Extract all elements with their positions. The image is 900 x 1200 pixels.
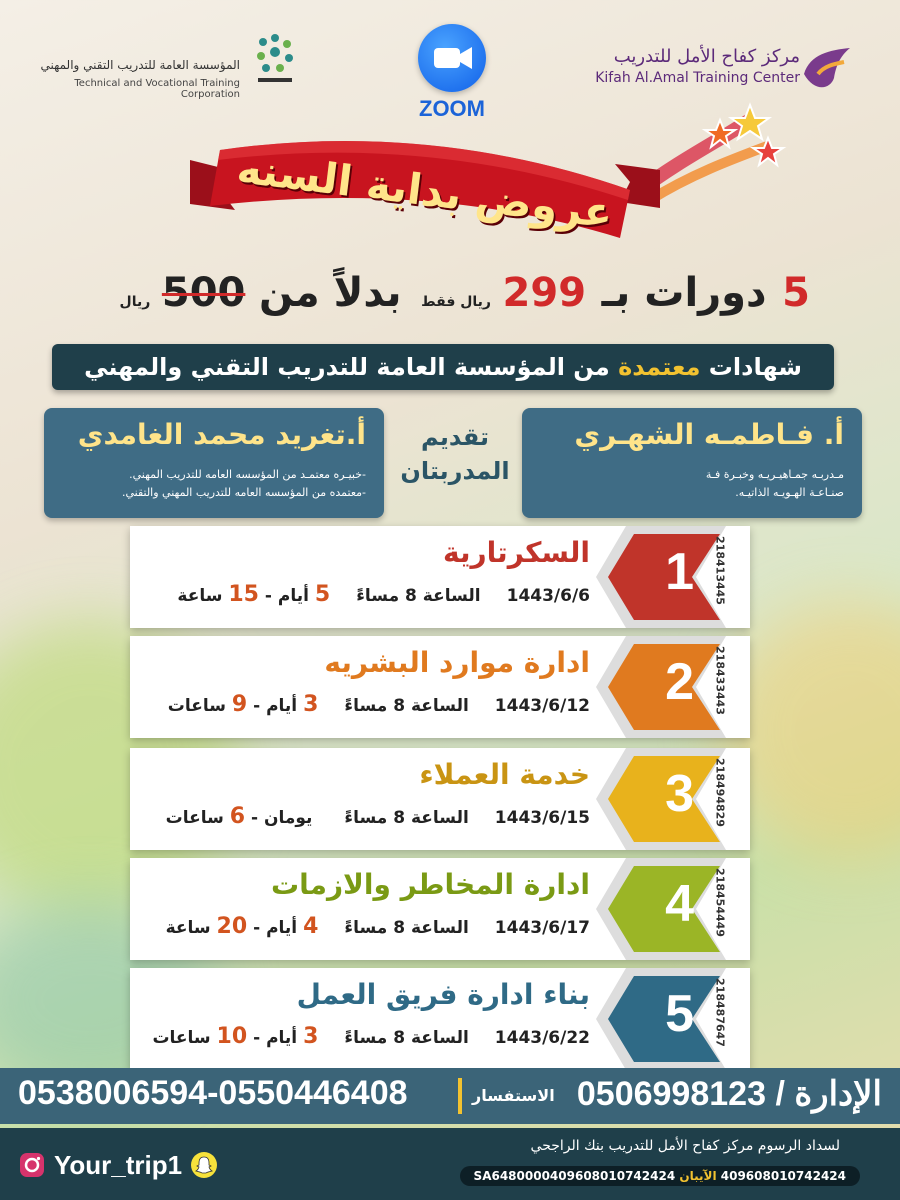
- snapchat-icon: [190, 1151, 218, 1179]
- course-time: الساعة 8 مساءً: [344, 696, 469, 716]
- inquiry-label: الاستفسار: [472, 1086, 555, 1105]
- course-date: 1443/6/6: [506, 586, 590, 606]
- course-row[interactable]: [130, 858, 750, 960]
- admin-label: الإدارة /: [775, 1075, 882, 1113]
- course-days: 3: [303, 692, 319, 717]
- offer-price-unit: ريال فقط: [421, 294, 491, 310]
- course-hours-word: ساعات: [152, 1028, 211, 1048]
- course-number: 4: [665, 875, 694, 933]
- social-handle-label: Your_trip1: [54, 1149, 183, 1180]
- course-count: 5: [782, 270, 810, 316]
- course-days-word: أيام: [266, 696, 298, 716]
- course-hours-word: ساعات: [165, 808, 224, 828]
- course-chevron-icon: [596, 636, 726, 738]
- course-number: 2: [665, 653, 694, 711]
- course-title: ادارة المخاطر والازمات: [270, 868, 590, 901]
- cert-part1: شهادات: [708, 353, 802, 381]
- admin-phone[interactable]: 0506998123: [576, 1075, 766, 1113]
- course-info: 1443/6/15الساعة 8 مساءً يومان - 6 ساعات: [165, 804, 590, 829]
- old-price: 500: [161, 270, 246, 316]
- course-time: الساعة 8 مساءً: [344, 918, 469, 938]
- trainer-desc: [122, 466, 366, 502]
- course-days-word: يومان: [263, 808, 313, 828]
- course-title: خدمة العملاء: [419, 758, 590, 791]
- course-code: 218454449: [713, 868, 727, 937]
- course-code: 218494829: [713, 758, 727, 827]
- course-hours: 9: [231, 692, 248, 717]
- tvtc-name-ar: المؤسسة العامة للتدريب التقني والمهني: [40, 58, 240, 72]
- cert-part2: من المؤسسة العامة للتدريب التقني والمهني: [84, 353, 610, 381]
- course-hours-word: ساعات: [167, 696, 226, 716]
- course-info: 1443/6/22الساعة 8 مساءً3 أيام - 10 ساعات: [152, 1024, 590, 1049]
- course-days: 4: [303, 914, 319, 939]
- course-time: الساعة 8 مساءً: [344, 1028, 469, 1048]
- course-chevron-icon: [596, 858, 726, 960]
- course-date: 1443/6/22: [494, 1028, 590, 1048]
- tvtc-name-en: Technical and Vocational Training Corporation: [74, 78, 240, 100]
- trainer-desc-line: -معتمده من المؤسسه العامه للتدريب المهني والتقني.: [121, 486, 366, 499]
- course-hours: 20: [216, 914, 248, 939]
- course-row[interactable]: [130, 968, 750, 1070]
- offer-price: 299: [502, 270, 587, 316]
- course-hours-word: ساعة: [177, 586, 223, 606]
- course-code: 218413445: [713, 536, 727, 605]
- course-date: 1443/6/15: [494, 808, 590, 828]
- intro-line: المدربتان: [400, 457, 510, 485]
- trainer-name: أ.تغريد محمد الغامدي: [77, 418, 366, 451]
- course-hours: 10: [216, 1024, 248, 1049]
- trainer-desc-line: مـدربـه جمـاهيـريـه وخبـرة فـة: [705, 468, 844, 481]
- course-time: الساعة 8 مساءً: [344, 808, 469, 828]
- certification-bar: [52, 344, 834, 390]
- instagram-icon: [18, 1151, 46, 1179]
- course-title: ادارة موارد البشريه: [324, 646, 590, 679]
- account-number: 409608010742424: [720, 1169, 846, 1183]
- trainers-intro: [388, 420, 522, 488]
- iban-label: الآيبان: [679, 1169, 717, 1183]
- zoom-logo: [412, 24, 492, 134]
- cert-highlight: معتمدة: [618, 353, 701, 381]
- banner-title: عروض بداية السنه: [234, 142, 616, 238]
- course-date: 1443/6/12: [494, 696, 590, 716]
- zoom-camera-icon: [418, 24, 486, 92]
- course-code: 218487647: [713, 978, 727, 1047]
- account-pill: [460, 1166, 860, 1186]
- course-row[interactable]: [130, 636, 750, 738]
- course-time: الساعة 8 مساءً: [356, 586, 481, 606]
- center-name-ar: مركز كفاح الأمل للتدريب: [613, 46, 800, 67]
- price-offer: [90, 270, 810, 330]
- course-days-word: أيام: [266, 1028, 298, 1048]
- course-days-word: أيام: [277, 586, 309, 606]
- admin-contact: [577, 1074, 882, 1114]
- course-chevron-icon: [596, 526, 726, 628]
- trainer-desc-line: -خبيـره معتمـد من المؤسسه العامه للتدريب المهني.: [129, 468, 366, 481]
- courses-word: دورات بـ: [601, 270, 767, 316]
- course-days: 3: [303, 1024, 319, 1049]
- trainer-card-right: [522, 408, 862, 518]
- course-row[interactable]: [130, 526, 750, 628]
- kifah-bird-logo-icon: [800, 44, 856, 94]
- zoom-label: ZOOM: [419, 96, 485, 121]
- course-days: 5: [314, 582, 331, 607]
- social-handle[interactable]: [18, 1138, 218, 1192]
- course-hours-word: ساعة: [165, 918, 211, 938]
- trainer-desc-line: صنـاعـة الهـويـه الذاتيـه.: [735, 486, 844, 499]
- course-number: 3: [665, 765, 694, 823]
- course-info: 1443/6/6الساعة 8 مساءً5 أيام - 15 ساعة: [177, 582, 590, 607]
- iban-number: SA6480000409608010742424: [473, 1169, 676, 1183]
- course-chevron-icon: [596, 748, 726, 850]
- trainer-card-left: [44, 408, 384, 518]
- course-code: 218433443: [713, 646, 727, 715]
- contact-bar: [0, 1068, 900, 1124]
- intro-line: تقديم: [421, 423, 489, 451]
- old-price-unit: ريال: [119, 294, 151, 310]
- offer-ribbon: [190, 130, 660, 250]
- trainer-desc: [706, 466, 844, 502]
- course-hours: 6: [229, 804, 246, 829]
- trainer-name: أ. فـاطمـه الشهـري: [574, 418, 844, 451]
- course-chevron-icon: [596, 968, 726, 1070]
- course-info: 1443/6/17الساعة 8 مساءً4 أيام - 20 ساعة: [165, 914, 590, 939]
- instead-of-label: بدلاً من: [258, 270, 402, 316]
- course-number: 1: [665, 543, 694, 601]
- course-title: السكرتارية: [443, 536, 590, 569]
- course-row[interactable]: [130, 748, 750, 850]
- payment-bar: [0, 1128, 900, 1200]
- inquiry-phones[interactable]: 0538006594-0550446408: [18, 1074, 408, 1112]
- kifah-header: [580, 44, 880, 104]
- course-title: بناء ادارة فريق العمل: [296, 978, 590, 1011]
- divider: [458, 1078, 462, 1114]
- course-days-word: أيام: [266, 918, 298, 938]
- course-date: 1443/6/17: [494, 918, 590, 938]
- payment-text: لسداد الرسوم مركز كفاح الأمل للتدريب بنك الراجحي: [530, 1138, 840, 1154]
- course-hours: 15: [228, 582, 259, 607]
- center-name-en: Kifah Al.Amal Training Center: [595, 70, 800, 86]
- tvtc-logo-icon: [250, 30, 300, 90]
- tvtc-header: [20, 30, 280, 100]
- course-info: 1443/6/12الساعة 8 مساءً3 أيام - 9 ساعات: [167, 692, 590, 717]
- course-number: 5: [665, 985, 694, 1043]
